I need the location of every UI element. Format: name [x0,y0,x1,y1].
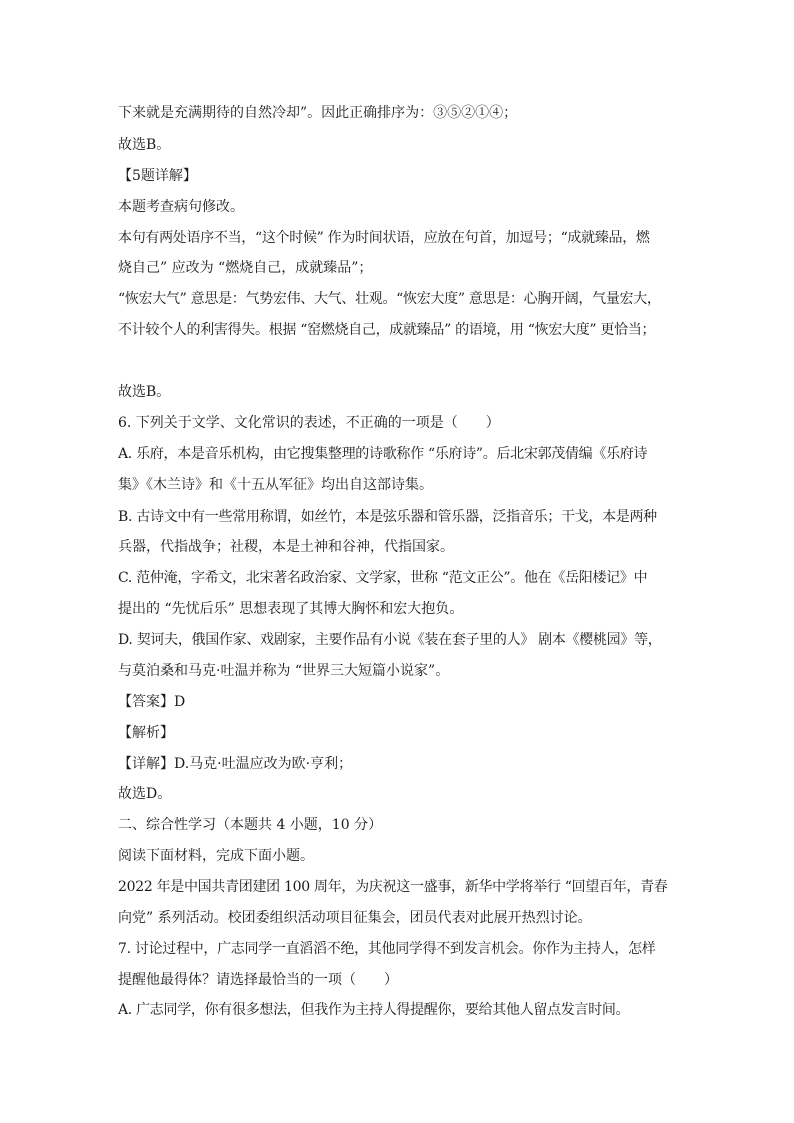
question-text: 7. 讨论过程中，广志同学一直滔滔不绝，其他同学得不到发言机会。你作为主持人，怎样 [118,941,656,957]
material-text: 2022 年是中国共青团建团 100 周年，为庆祝这一盛事，新华中学将举行 “回望百年，青春 [118,879,668,895]
text-line: 不计较个人的利害得失。根据 “窑燃烧自己，成就臻品” 的语境，用 “恢宏大度” 更恰当； [118,322,656,338]
option-c: C. 范仲淹，字希文，北宋著名政治家、文学家，世称 “范文正公”。他在《岳阳楼记》中 [118,570,648,586]
question-text: 6. 下列关于文学、文化常识的表述，不正确的一项是（ ） [118,415,500,431]
text-line: 故选D。 [118,786,172,802]
option-a-cont: 集》《木兰诗》和《十五从军征》均出自这部诗集。 [118,477,433,493]
option-a: A. 广志同学，你有很多想法，但我作为主持人得提醒你，要给其他人留点发言时间。 [118,1002,630,1018]
question-text: 提醒他最得体？请选择最恰当的一项（ ） [118,972,398,988]
option-d: D. 契诃夫，俄国作家、戏剧家，主要作品有小说《装在套子里的人》 剧本《樱桃园》等， [118,632,662,648]
text-line: “恢宏大气” 意思是：气势宏伟、大气、壮观。“恢宏大度” 意思是：心胸开阔，气量宏大， [118,291,661,307]
section-title: 二、综合性学习（本题共 4 小题，10 分） [118,817,383,833]
text-line: 故选B。 [118,137,171,153]
text-line: 阅读下面材料，完成下面小题。 [118,848,314,864]
text-line: 故选B。 [118,384,171,400]
analysis-label: 【解析】 [118,725,174,741]
option-d-cont: 与莫泊桑和马克·吐温并称为 “世界三大短篇小说家”。 [118,663,450,679]
text-line: 本句有两处语序不当，“这个时候” 作为时间状语，应放在句首，加逗号；“成就臻品，燃 [118,230,650,246]
text-line: 烧自己” 应改为 “燃烧自己，成就臻品”； [118,260,373,276]
detail-explanation: 【详解】D.马克·吐温应改为欧·亨利； [118,756,353,772]
material-text: 向党” 系列活动。校团委组织活动项目征集会，团员代表对此展开热烈讨论。 [118,910,592,926]
option-b: B. 古诗文中有一些常用称谓，如丝竹，本是弦乐器和管乐器，泛指音乐；干戈，本是两种 [118,509,657,525]
answer-label: 【答案】D [118,694,186,710]
option-a: A. 乐府，本是音乐机构，由它搜集整理的诗歌称作 “乐府诗”。后北宋郭茂倩编《乐府诗 [118,446,648,462]
option-c-cont: 提出的 “先忧后乐” 思想表现了其博大胸怀和宏大抱负。 [118,601,464,617]
section-heading: 【5题详解】 [118,168,197,184]
text-line: 下来就是充满期待的自然冷却”。因此正确排序为：③⑤②①④； [118,105,518,121]
option-b-cont: 兵器，代指战争；社稷，本是土神和谷神，代指国家。 [118,539,454,555]
text-line: 本题考查病句修改。 [118,199,244,215]
